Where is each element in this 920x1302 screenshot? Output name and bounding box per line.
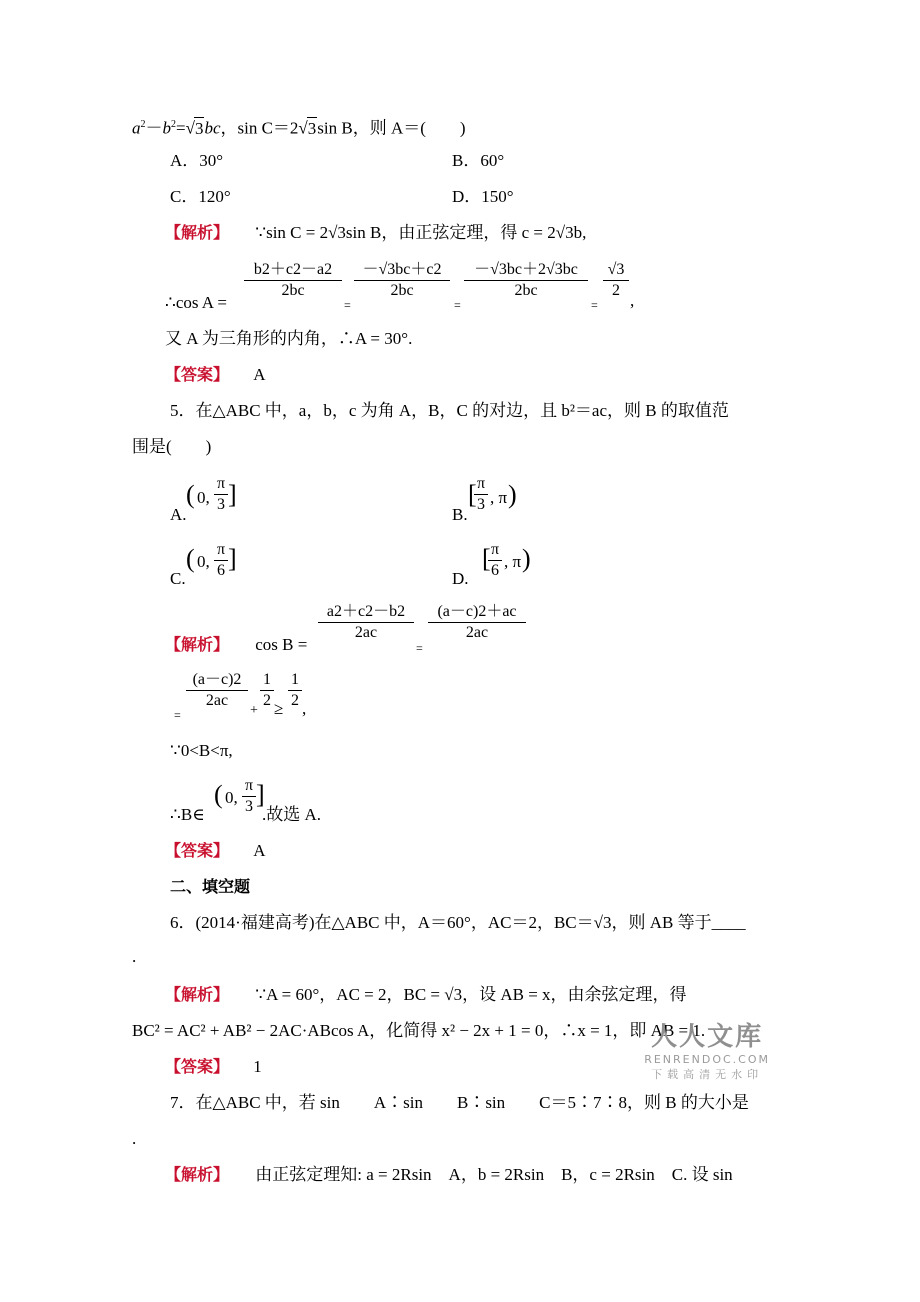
q5-frac-2-den: 2ac — [428, 622, 526, 643]
q5-frac-3-den: 2ac — [186, 690, 248, 711]
q5-plus: + — [250, 703, 258, 718]
q6-dot: . — [132, 947, 137, 966]
q5-eq-2: = — [174, 708, 181, 722]
q4-frac-2-den: 2bc — [354, 280, 450, 301]
answer-tag: 【答案】 — [165, 841, 230, 860]
q5-therefore-line: ∴B∈ ( 0, $\frac{\pi}{3}$ ] .故选 A. — [170, 777, 322, 824]
q6-jiexi-line1 — [165, 984, 687, 1006]
q5-half-1-den: 2 — [260, 690, 274, 711]
q6-stem: 6．(2014·福建高考)在△ABC 中，A＝60°，AC＝2，BC＝√3，则 AB 等于____ — [170, 913, 746, 932]
q5-conclude: .故选 A. — [262, 805, 322, 824]
q5-option-c-prefix: C. — [170, 569, 186, 588]
q5-frac-half-1 — [260, 670, 274, 711]
q5-frac-3 — [186, 670, 248, 711]
q4-answer: A — [253, 365, 266, 384]
q4-frac-2 — [354, 260, 450, 301]
n6: 6 — [488, 560, 502, 581]
watermark-title: 人人文库 — [651, 1022, 764, 1052]
pi: π — [216, 541, 226, 558]
q4-option-d[interactable]: D．150° — [452, 187, 514, 206]
q4-option-a[interactable]: A．30° — [170, 151, 224, 170]
q4-jiexi-line3: 又 A 为三角形的内角，∴A = 30°. — [165, 329, 413, 348]
q4-frac-1-den: 2bc — [244, 280, 342, 301]
q4-answer-line — [165, 364, 266, 386]
q5-frac-1-den: 2ac — [318, 622, 414, 643]
q4-eq: = — [176, 118, 186, 138]
q5-stem-line2: 围是( ) — [132, 437, 212, 456]
q4-stem: $a^2-b^2=√3bc$，sin C＝2√3sin B，则 A＝( ) — [132, 118, 466, 138]
q4-sqrt3: 3 — [194, 118, 204, 138]
q5-comma: , — [302, 699, 307, 718]
q4-b: b — [162, 118, 171, 138]
q5-frac-3-num: (a－c)2 — [192, 671, 242, 688]
q5-because: ∵0<B<π, — [170, 741, 233, 760]
jiexi-tag: 【解析】 — [165, 985, 230, 1004]
q5-therefore: ∴B∈ — [170, 805, 205, 824]
q4-frac-1-num: b2＋c2－a2 — [253, 261, 333, 278]
q4-cos-label: ∴cos A = — [165, 293, 227, 312]
pi: π — [490, 541, 500, 558]
q6-answer: 1 — [253, 1057, 262, 1076]
q5-option-a[interactable]: A. ( 0, $\frac{\pi}{3}$ ] — [170, 475, 237, 524]
n3: 3 — [214, 494, 228, 515]
q5-jiexi-line1 — [165, 634, 307, 656]
q4-bc: bc — [204, 118, 221, 138]
watermark-slogan: 下载高清无水印 — [651, 1068, 764, 1081]
q4-frac-3 — [464, 260, 588, 301]
q5-frac-2-num: (a－c)2＋ac — [437, 603, 517, 620]
q5-option-d[interactable]: D. [ $\frac{\pi}{6}$ , π ) — [452, 541, 531, 588]
q5-half-1-num: 1 — [263, 671, 271, 688]
section-heading: 二、填空题 — [170, 877, 251, 896]
q4-frac-3-den: 2bc — [464, 280, 588, 301]
q4-a: a — [132, 118, 141, 138]
watermark — [644, 1016, 770, 1082]
jiexi-tag: 【解析】 — [165, 635, 230, 654]
q6-jiexi-line2: BC² = AC² + AB² − 2AC·ABcos A，化简得 x² − 2x + 1 = 0，∴x = 1，即 AB = 1. — [132, 1021, 706, 1040]
q4-frac-4-num: √3 — [607, 261, 625, 278]
pi: π — [476, 475, 486, 492]
q4-option-b[interactable]: B．60° — [452, 151, 505, 170]
n6: 6 — [214, 560, 228, 581]
jiexi-tag: 【解析】 — [165, 223, 230, 242]
q5-frac-half-2 — [288, 670, 302, 711]
pi: π — [216, 475, 226, 492]
answer-tag: 【答案】 — [165, 365, 230, 384]
q6-answer-line — [165, 1056, 262, 1078]
q5-cos-label: cos B = — [255, 635, 308, 654]
q4-eq-1: = — [344, 298, 351, 312]
q6-jiexi-text: ∵A = 60°，AC = 2，BC = √3，设 AB = x，由余弦定理，得 — [255, 985, 687, 1004]
q4-frac-1 — [244, 260, 342, 301]
jiexi-tag: 【解析】 — [165, 1165, 230, 1184]
q4-eq-2: = — [454, 298, 461, 312]
q5-frac-1 — [318, 602, 414, 643]
q5-answer-line — [165, 840, 266, 862]
q7-dot: . — [132, 1129, 137, 1148]
q7-jiexi-text: 由正弦定理知: a = 2Rsin A，b = 2Rsin B，c = 2Rsin C. 设 sin — [255, 1165, 733, 1184]
q5-ge: ≥ — [274, 699, 284, 718]
q4-jiexi-text: ∵sin C = 2√3sin B，由正弦定理，得 c = 2√3b, — [255, 223, 587, 242]
q4-comma: , — [630, 291, 635, 310]
q5-frac-2 — [428, 602, 526, 643]
q5-option-a-prefix: A. — [170, 505, 187, 524]
q5-half-2-den: 2 — [288, 690, 302, 711]
watermark-url: RENRENDOC.COM — [644, 1053, 770, 1066]
q4-sinC: ，sin C＝2 — [220, 118, 299, 138]
q5-half-2-num: 1 — [291, 671, 299, 688]
q5-eq-1: = — [416, 641, 423, 655]
q5-option-c[interactable]: C. ( 0, $\frac{\pi}{6}$ ] — [170, 541, 237, 588]
q5-answer: A — [253, 841, 266, 860]
q4-jiexi-line1 — [165, 222, 586, 244]
answer-tag: 【答案】 — [165, 1057, 230, 1076]
q4-sinB: sin B，则 A＝( ) — [317, 118, 466, 138]
q5-option-d-prefix: D. — [452, 569, 469, 588]
q4-option-c[interactable]: C．120° — [170, 187, 231, 206]
n3: 3 — [474, 494, 488, 515]
q5-option-b-prefix: B. — [452, 505, 468, 524]
q7-stem: 7．在△ABC 中，若 sin A∶sin B∶sin C＝5∶7∶8，则 B 的大小是 — [170, 1093, 749, 1112]
q4-frac-2-num: －√3bc＋c2 — [362, 261, 442, 278]
q4-frac-4 — [603, 260, 629, 301]
q5-option-b[interactable]: B. [ $\frac{\pi}{3}$ , π ) — [452, 475, 517, 524]
q4-frac-3-num: －√3bc＋2√3bc — [474, 261, 578, 278]
q4-eq-3: = — [591, 298, 598, 312]
q5-frac-1-num: a2＋c2－b2 — [326, 603, 406, 620]
q7-jiexi-line1 — [165, 1164, 733, 1186]
q4-frac-4-den: 2 — [603, 280, 629, 301]
q5-stem-line1: 5．在△ABC 中，a，b，c 为角 A，B，C 的对边，且 b²＝ac，则 B 的取值范 — [170, 401, 729, 420]
